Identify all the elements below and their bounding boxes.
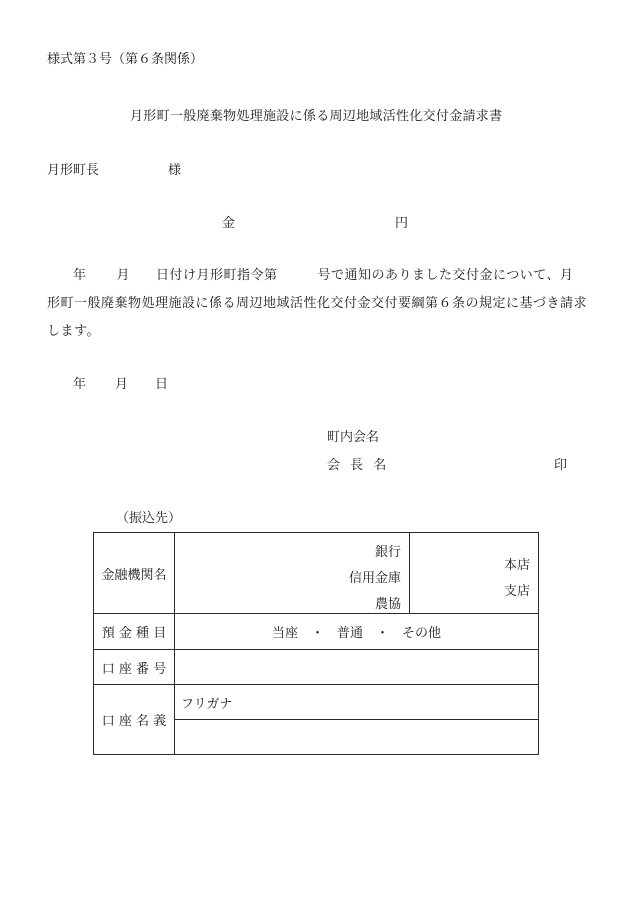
bank-account-table [93, 532, 539, 755]
form-number: 様式第３号（第６条関係） [47, 52, 204, 67]
date-year: 年 [73, 377, 87, 392]
addressee: 月形町長 [47, 163, 100, 178]
date-month: 月 [115, 377, 129, 392]
amount-unit: 円 [395, 216, 409, 231]
agricultural-coop-type: 農協 [374, 597, 401, 612]
account-number-label: 口 座 番 号 [94, 650, 175, 685]
institution-label: 金融機関名 [94, 533, 175, 614]
head-office-type: 本店 [503, 558, 530, 573]
date-day: 日 [155, 377, 169, 392]
paragraph-month: 月 [116, 268, 131, 283]
seal-mark: 印 [554, 458, 568, 473]
deposit-type-options[interactable]: 当座 ・ 普通 ・ その他 [175, 614, 539, 650]
branch-cell[interactable] [410, 533, 539, 614]
branch-office-type: 支店 [503, 584, 530, 599]
bank-type: 銀行 [374, 545, 401, 560]
furigana-field[interactable] [175, 685, 539, 720]
account-holder-field[interactable] [175, 720, 539, 755]
amount-label: 金 [222, 216, 236, 231]
account-number-field[interactable] [175, 650, 539, 685]
chairman-name-label: 会 長 名 [327, 458, 390, 473]
honorific: 様 [168, 163, 182, 178]
paragraph-text: 号で通知のありました交付金について、月形町一般廃棄物処理施設に係る周辺地域活性化交付金交付要綱第６条の規定に基づき請求します。 [47, 268, 588, 339]
bank-heading: （振込先） [116, 511, 182, 526]
document-title: 月形町一般廃棄物処理施設に係る周辺地域活性化交付金請求書 [130, 109, 503, 124]
deposit-type-label: 預 金 種 目 [94, 614, 175, 650]
association-name-label: 町内会名 [327, 430, 380, 445]
request-paragraph [47, 262, 587, 346]
furigana-label: フリガナ [181, 696, 233, 712]
credit-union-type: 信用金庫 [348, 571, 401, 586]
paragraph-directive: 日付け月形町指令第 [156, 268, 278, 283]
paragraph-year: 年 [73, 268, 87, 283]
institution-cell[interactable] [175, 533, 410, 614]
account-holder-label: 口 座 名 義 [94, 685, 175, 755]
